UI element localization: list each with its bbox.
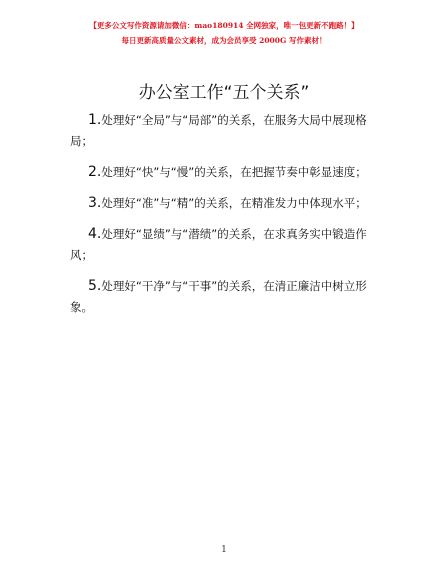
promo-line-2: 每日更新高质量公文素材，成为会员享受 2000G 写作素材！ <box>121 36 327 45</box>
promo-line-1: 【更多公文写作资源请加微信：mao180914 全网独家，唯一包更新不跑路！】 <box>89 21 359 30</box>
document-title: 办公室工作“五个关系” <box>138 83 310 103</box>
item-number: 4. <box>88 226 102 242</box>
page-number: 1 <box>221 545 227 555</box>
list-item <box>70 276 380 318</box>
item-number: 1. <box>88 112 102 128</box>
item-text: 处理好“全局”与“局部”的关系，在服务大局中展现格局； <box>70 113 367 148</box>
item-number: 2. <box>88 164 102 180</box>
item-text: 处理好“干净”与“干事”的关系，在清正廉洁中树立形象。 <box>70 279 367 314</box>
item-list <box>70 110 380 318</box>
item-number: 5. <box>88 278 102 294</box>
list-item <box>70 110 380 152</box>
item-text: 处理好“准”与“精”的关系，在精准发力中体现水平； <box>101 196 367 210</box>
item-text: 处理好“显绩”与“潜绩”的关系，在求真务实中锻造作风； <box>70 227 367 262</box>
item-number: 3. <box>88 195 102 211</box>
list-item <box>70 224 380 266</box>
list-item <box>70 193 380 214</box>
item-text: 处理好“快”与“慢”的关系，在把握节奏中彰显速度； <box>101 165 367 179</box>
list-item <box>70 162 380 183</box>
